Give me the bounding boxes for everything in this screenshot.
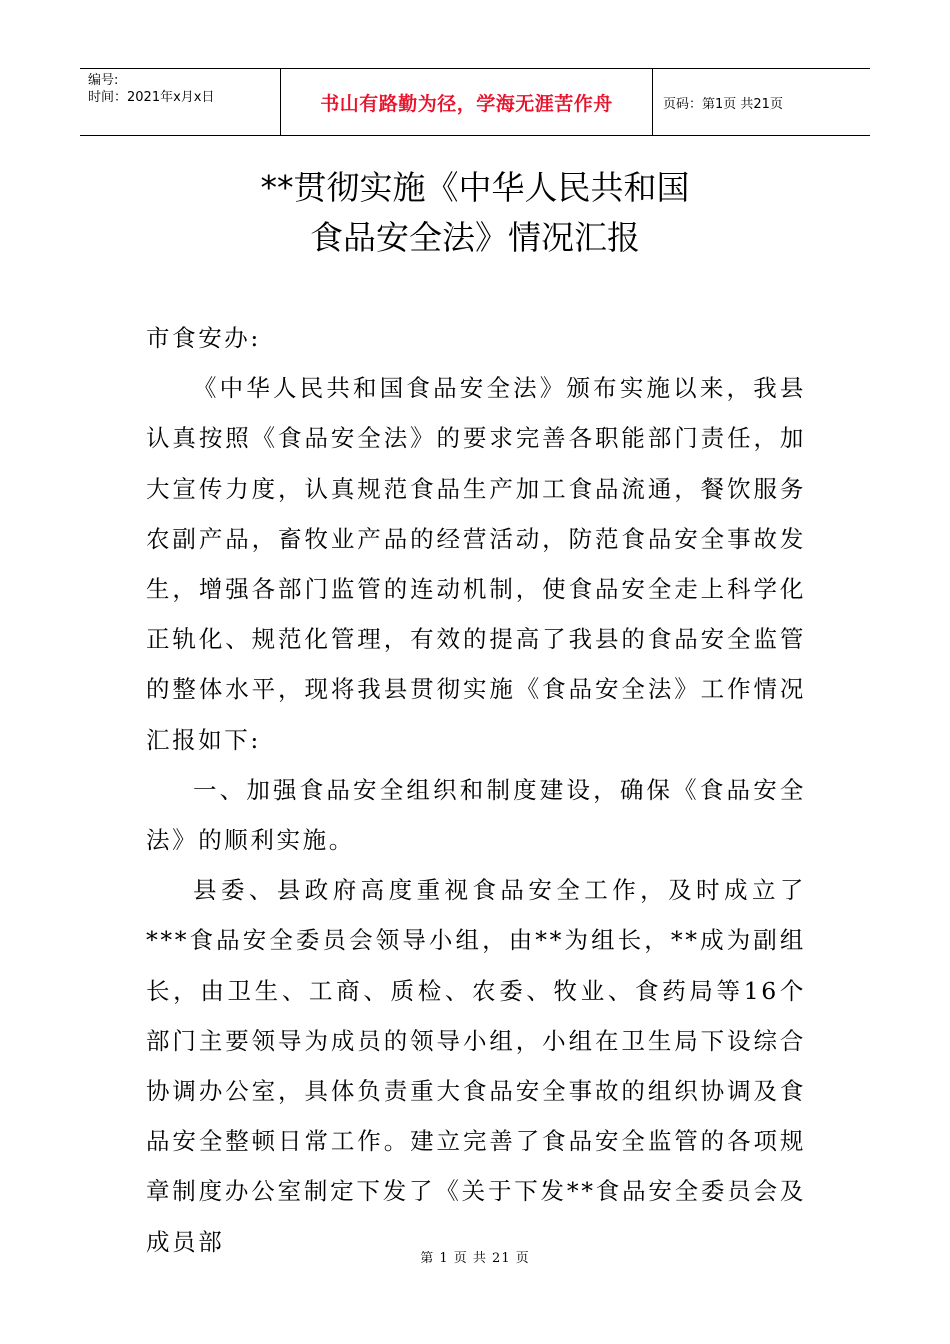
document-header	[80, 68, 870, 136]
header-time-label: 时间：2021年x月x日	[88, 90, 215, 105]
header-number-label: 编号:	[88, 73, 119, 88]
header-page-info: 页码：第1页 共21页	[663, 96, 783, 112]
paragraph-intro: 《中华人民共和国食品安全法》颁布实施以来，我县认真按照《食品安全法》的要求完善各职能部门责任，加大宣传力度，认真规范食品生产加工食品流通，餐饮服务农副产品，畜牧业产品的经营活动，防范食品安全事故发生，增强各部门监管的连动机制，使食品安全走上科学化正轨化、规范化管理，有效的提高了我县的食品安全监管的整体水平，现将我县贯彻实施《食品安全法》工作情况汇报如下:	[146, 374, 806, 754]
title-line-2: 食品安全法》情况汇报	[310, 218, 640, 257]
section-heading-1: 一、加强食品安全组织和制度建设，确保《食品安全法》的顺利实施。	[146, 775, 806, 855]
title-line-1: **贯彻实施《中华人民共和国	[260, 168, 690, 207]
header-meta-cell	[80, 69, 281, 135]
document-title	[0, 163, 950, 263]
page-footer: 第 1 页 共 21 页	[420, 1251, 530, 1266]
document-body	[146, 313, 806, 1267]
header-motto: 书山有路勤为径，学海无涯苦作舟	[281, 69, 653, 135]
salutation: 市食安办:	[146, 324, 261, 352]
paragraph-section-1: 县委、县政府高度重视食品安全工作，及时成立了***食品安全委员会领导小组，由**为组长，**成为副组长，由卫生、工商、质检、农委、牧业、食药局等16个部门主要领导为成员的领导小组，小组在卫生局下设综合协调办公室，具体负责重大食品安全事故的组织协调及食品安全整顿日常工作。建立完善了食品安全监管的各项规章制度办公室制定下发了《关于下发**食品安全委员会及成员部	[146, 876, 806, 1256]
